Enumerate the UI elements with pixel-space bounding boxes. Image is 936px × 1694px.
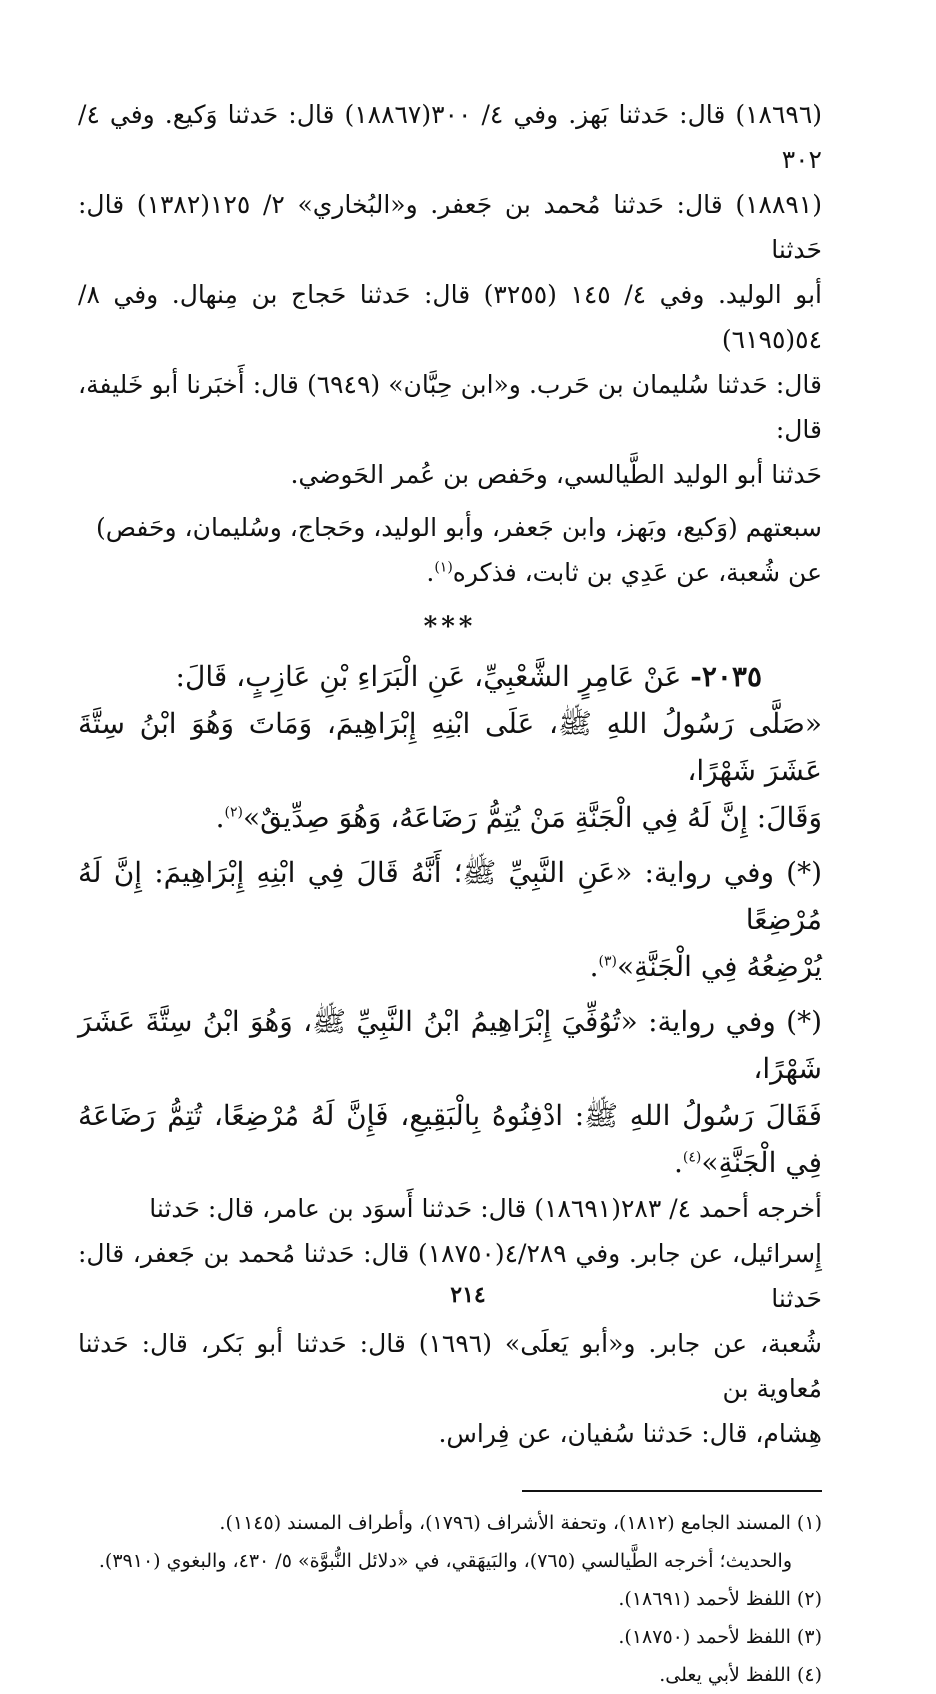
variant-line: (*) وفي رواية: «عَنِ النَّبِيِّ ﷺ؛ أَنَّهُ قَالَ فِي ابْنِهِ إِبْرَاهِيمَ: إِنَّ لَهُ مُرْضِعًا <box>78 856 822 936</box>
footnote-ref: (١) <box>434 559 453 576</box>
summary-line: عن شُعبة، عن عَدِي بن ثابت، فذكره$^{(١)}$. <box>426 558 822 587</box>
hadith-text-line: «صَلَّى رَسُولُ اللهِ ﷺ، عَلَى ابْنِهِ إِبْرَاهِيمَ، وَمَاتَ وَهُوَ ابْنُ سِتَّةَ عَشَرَ شَهْرًا، <box>78 707 822 787</box>
footnote: (٢) اللفظ لأحمد (١٨٦٩١). <box>618 1588 822 1610</box>
variant-line: (*) وفي رواية: «تُوُفِّيَ إِبْرَاهِيمُ ابْنُ النَّبِيِّ ﷺ، وَهُوَ ابْنُ سِتَّةَ عَشَرَ شَهْرًا، <box>78 1005 822 1085</box>
variant-line: يُرْضِعُهُ فِي الْجَنَّةِ»$^{(٣)}$. <box>589 950 822 983</box>
takhrij-line: أخرجه أحمد ٤/ ٢٨٣(١٨٦٩١) قال: حَدثنا أَسوَد بن عامر، قال: حَدثنا <box>149 1194 822 1223</box>
hadith-heading <box>78 653 822 700</box>
variant-text: يُرْضِعُهُ فِي الْجَنَّةِ» <box>616 950 822 983</box>
footnote: (٤) اللفظ لأبي يعلى. <box>659 1664 822 1686</box>
source-line: (١٨٦٩٦) قال: حَدثنا بَهز. وفي ٤/ ٣٠٠(١٨٨٦٧) قال: حَدثنا وَكيع. وفي ٤/ ٣٠٢ <box>78 100 823 174</box>
footnote: (١) المسند الجامع (١٨١٢)، وتحفة الأشراف (١٧٩٦)، وأطراف المسند (١١٤٥). <box>219 1512 822 1534</box>
hadith-block <box>78 653 822 1186</box>
takhrij-block <box>78 1186 822 1456</box>
variant-text: فَقَالَ رَسُولُ اللهِ ﷺ: ادْفِنُوهُ بِالْبَقِيعِ، فَإِنَّ لَهُ مُرْضِعًا، تُتِمُّ رَضَاعَهُ فِي الْجَنَّةِ» <box>78 1099 822 1179</box>
hadith-number: ٢٠٣٥- <box>690 660 762 693</box>
hadith-text-line: وَقَالَ: إِنَّ لَهُ فِي الْجَنَّةِ مَنْ يُتِمُّ رَضَاعَهُ، وَهُوَ صِدِّيقٌ»$^{(٢)}$. <box>215 801 822 834</box>
hadith-chain: عَنْ عَامِرٍ الشَّعْبِيِّ، عَنِ الْبَرَاءِ بْنِ عَازِبٍ، قَالَ: <box>175 660 682 693</box>
page-body <box>78 92 822 1694</box>
takhrij-line: إِسرائيل، عن جابر. وفي ٤/٢٨٩(١٨٧٥٠) قال: حَدثنا مُحمد بن جَعفر، قال: حَدثنا <box>78 1239 822 1313</box>
hadith-text: وَقَالَ: إِنَّ لَهُ فِي الْجَنَّةِ مَنْ يُتِمُّ رَضَاعَهُ، وَهُوَ صِدِّيقٌ» <box>242 801 822 834</box>
footnote-ref: (٣) <box>598 953 617 970</box>
footnote-divider <box>522 1490 822 1492</box>
source-line: أبو الوليد. وفي ٤/ ١٤٥ (٣٢٥٥) قال: حَدثنا حَجاج بن مِنهال. وفي ٨/ ٥٤(٦١٩٥) <box>78 280 822 354</box>
section-separator: *** <box>423 612 477 642</box>
summary-text: عن شُعبة، عن عَدِي بن ثابت، فذكره <box>452 558 822 587</box>
source-block <box>78 92 822 497</box>
source-line: حَدثنا أبو الوليد الطَّيالسي، وحَفص بن عُمر الحَوضي. <box>290 460 822 489</box>
summary-block <box>78 505 822 595</box>
footnote: (٣) اللفظ لأحمد (١٨٧٥٠). <box>618 1626 822 1648</box>
takhrij-line: هِشام، قال: حَدثنا سُفيان، عن فِراس. <box>438 1419 822 1448</box>
variant-line: فَقَالَ رَسُولُ اللهِ ﷺ: ادْفِنُوهُ بِالْبَقِيعِ، فَإِنَّ لَهُ مُرْضِعًا، تُتِمُّ رَضَاعَهُ فِي الْجَنَّةِ»$^{(٤)}$. <box>78 1099 822 1179</box>
source-line: قال: حَدثنا سُليمان بن حَرب. و«ابن حِبَّان» (٦٩٤٩) قال: أَخبَرنا أبو خَليفة، قال: <box>78 370 822 444</box>
footnote-ref: (٢) <box>224 804 243 821</box>
footnote: والحديث؛ أخرجه الطَّيالسي (٧٦٥)، والبَيهَقي، في «دلائل النُّبوَّة» ٥/ ٤٣٠، والبغوي (٣٩١٠). <box>98 1550 792 1572</box>
footnotes <box>78 1504 822 1694</box>
page-number: ٢١٤ <box>450 1282 486 1308</box>
footnote-ref: (٤) <box>682 1149 702 1166</box>
source-line: (١٨٨٩١) قال: حَدثنا مُحمد بن جَعفر. و«البُخاري» ٢/ ١٢٥(١٣٨٢) قال: حَدثنا <box>78 190 822 264</box>
takhrij-line: شُعبة، عن جابر. و«أبو يَعلَى» (١٦٩٦) قال: حَدثنا أبو بَكر، قال: حَدثنا مُعاوية بن <box>78 1329 822 1403</box>
summary-line: سبعتهم (وَكيع، وبَهز، وابن جَعفر، وأبو الوليد، وحَجاج، وسُليمان، وحَفص) <box>96 513 822 542</box>
